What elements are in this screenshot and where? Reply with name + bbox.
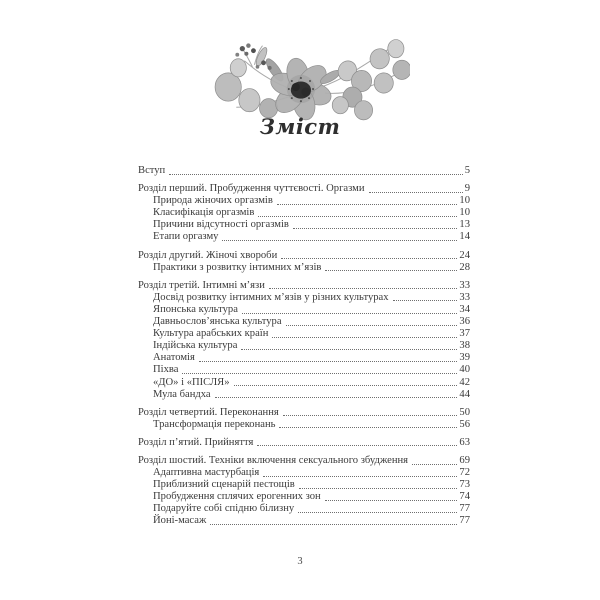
toc-entry-label: Розділ п’ятий. Прийняття [138, 436, 254, 448]
toc-entry-label: Досвід розвитку інтимних м’язів у різних культурах [153, 291, 389, 303]
dot-leader [258, 216, 457, 217]
toc-entry-label: Розділ третій. Інтимні м’язи [138, 279, 265, 291]
toc-entry-label: Вступ [138, 165, 166, 176]
toc-entry [138, 280, 470, 292]
dot-leader [325, 270, 457, 271]
dot-leader [293, 228, 458, 229]
dot-leader [269, 288, 458, 289]
toc-entry-page: 33 [459, 279, 470, 291]
dot-leader [222, 240, 457, 241]
toc-entry-label: Причини відсутності оргазмів [153, 219, 289, 231]
toc-entry-label: Трансформація переконань [153, 418, 276, 430]
toc-entry-page: 42 [459, 376, 470, 388]
toc-entry-page: 40 [459, 364, 470, 376]
dot-leader [277, 204, 458, 205]
toc-entry-page: 28 [459, 261, 470, 273]
toc-entry [138, 515, 470, 527]
toc-entry-label: Йоні-масаж [153, 515, 207, 527]
toc-entry-label: Приблизний сценарій пестощів [153, 479, 295, 491]
toc-entry [138, 377, 470, 389]
toc-entry-label: Індійська культура [153, 340, 238, 352]
toc-entry-label: Японська культура [153, 303, 238, 315]
right-leaves [319, 40, 410, 120]
toc-entry [138, 467, 470, 479]
toc-entry [138, 352, 470, 364]
toc-entry-page: 10 [459, 195, 470, 207]
toc-entry-label: Культура арабських країн [153, 328, 269, 340]
dot-leader [299, 488, 458, 489]
toc-entry [138, 503, 470, 515]
toc-entry-page: 72 [459, 467, 470, 479]
dot-leader [279, 427, 457, 428]
toc-entry-page: 44 [459, 388, 470, 400]
footer-page-number: 3 [297, 556, 303, 567]
toc-entry-label: Анатомія [153, 352, 195, 364]
dot-leader [283, 415, 458, 416]
toc-entry [138, 364, 470, 376]
toc-entry [138, 292, 470, 304]
toc-entry-label: Розділ четвертий. Переконання [138, 406, 279, 418]
toc-entry [138, 389, 470, 401]
toc-entry-label: Мула бандха [153, 388, 211, 400]
toc-entry [138, 304, 470, 316]
toc-entry-page: 37 [459, 328, 470, 340]
toc-entry [138, 455, 470, 467]
toc-entry-label: Природа жіночих оргазмів [153, 195, 273, 207]
dot-leader [241, 349, 457, 350]
toc-entry-page: 73 [459, 479, 470, 491]
toc-entry-label: Розділ другий. Жіночі хвороби [138, 249, 278, 261]
dot-leader [412, 464, 457, 465]
toc-entry-label: Адаптивна мастурбація [153, 467, 260, 479]
toc-entry-page: 50 [459, 406, 470, 418]
toc-entry [138, 328, 470, 340]
toc-entry-label: Піхва [153, 364, 179, 376]
dot-leader [281, 258, 457, 259]
toc-entry-page: 5 [464, 165, 470, 176]
dot-leader [210, 524, 457, 525]
toc-entry [138, 479, 470, 491]
toc-entry [138, 407, 470, 419]
toc-entry-page: 56 [459, 418, 470, 430]
dot-leader [169, 174, 462, 175]
dot-leader [286, 325, 458, 326]
dot-leader [272, 337, 457, 338]
toc-entry-label: Подаруйте собі спідню білизну [153, 503, 295, 515]
toc-entry-label: Розділ перший. Пробудження чуттєвості. Оргазми [138, 183, 365, 195]
toc-entry [138, 207, 470, 219]
toc-entry-page: 34 [459, 303, 470, 315]
dot-leader [215, 397, 458, 398]
toc-entry-page: 10 [459, 207, 470, 219]
toc-entry-page: 9 [464, 183, 470, 195]
toc-entry-page: 36 [459, 316, 470, 328]
toc-entry-page: 24 [459, 249, 470, 261]
toc-entry [138, 165, 470, 177]
toc-entry-page: 74 [459, 491, 470, 503]
toc-entry [138, 183, 470, 195]
dot-leader [393, 300, 458, 301]
toc-entry [138, 231, 470, 243]
toc-entry-label: Розділ шостий. Техніки включення сексуального збудження [138, 454, 409, 466]
toc-entry-page: 69 [459, 454, 470, 466]
dot-leader [369, 192, 463, 193]
toc-entry [138, 219, 470, 231]
dot-leader [257, 445, 457, 446]
dot-leader [325, 500, 458, 501]
table-of-contents [138, 165, 470, 528]
dot-leader [199, 361, 458, 362]
toc-entry-page: 13 [459, 219, 470, 231]
toc-entry-page: 14 [459, 231, 470, 243]
toc-entry [138, 316, 470, 328]
toc-entry-page: 33 [459, 291, 470, 303]
toc-entry [138, 262, 470, 274]
toc-entry-label: «ДО» і «ПІСЛЯ» [153, 376, 230, 388]
dot-leader [242, 313, 458, 314]
toc-entry-label: Практики з розвитку інтимних м’язів [153, 261, 322, 273]
toc-entry [138, 419, 470, 431]
dot-leader [234, 385, 458, 386]
toc-entry-label: Давньослов’янська культура [153, 316, 282, 328]
toc-entry-page: 63 [459, 436, 470, 448]
toc-entry-page: 39 [459, 352, 470, 364]
page-title: Зміст [259, 114, 341, 139]
toc-entry-page: 77 [459, 503, 470, 515]
toc-entry [138, 250, 470, 262]
toc-entry-page: 38 [459, 340, 470, 352]
toc-entry [138, 437, 470, 449]
dot-leader [298, 512, 457, 513]
toc-entry-label: Класифікація оргазмів [153, 207, 255, 219]
toc-entry-label: Пробудження сплячих ерогенних зон [153, 491, 321, 503]
toc-entry [138, 491, 470, 503]
toc-entry [138, 340, 470, 352]
toc-entry-page: 77 [459, 515, 470, 527]
toc-entry [138, 195, 470, 207]
dot-leader [182, 373, 457, 374]
dot-leader [263, 476, 457, 477]
toc-entry-label: Етапи оргазму [153, 231, 219, 243]
